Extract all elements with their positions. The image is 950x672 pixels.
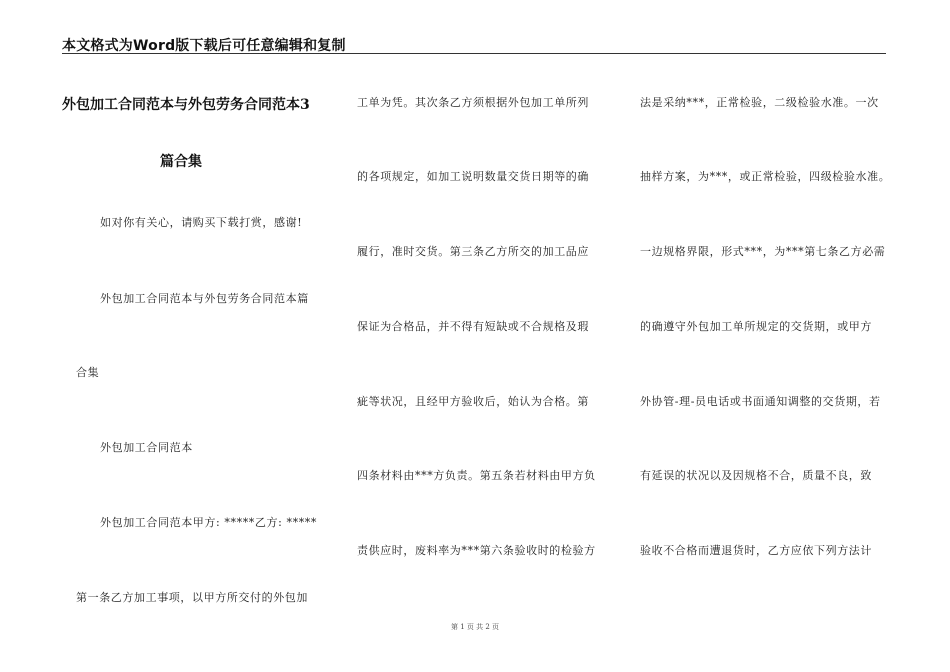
text-line: 法是采纳***，正常检验，二级检验水准。一次 <box>640 96 879 109</box>
text-line: 责供应时，废料率为***第六条验收时的检验方 <box>357 544 596 557</box>
text-line: 一边规格界限，形式***，为***第七条乙方必需 <box>640 245 886 258</box>
text-line: 保证为合格品，并不得有短缺或不合规格及瑕 <box>357 320 589 333</box>
text-line: 验收不合格而遭退货时，乙方应依下列方法计 <box>640 544 872 557</box>
text-line: 外包加工合同范本与外包劳务合同范本篇 <box>100 292 309 305</box>
text-line: 抽样方案，为***，或正常检验，四级检验水准。 <box>640 170 891 183</box>
text-line: 工单为凭。其次条乙方须根据外包加工单所列 <box>357 96 589 109</box>
text-line: 第一条乙方加工事项，以甲方所交付的外包加 <box>76 591 308 604</box>
document-header: 本文格式为Word版下载后可任意编辑和复制 <box>62 38 346 54</box>
text-line: 疵等状况，且经甲方验收后，始认为合格。第 <box>357 395 589 408</box>
text-line: 的确遵守外包加工单所规定的交货期，或甲方 <box>640 320 872 333</box>
text-line: 的各项规定，如加工说明数量交货日期等的确 <box>357 170 589 183</box>
text-line: 合集 <box>76 366 100 379</box>
text-line: 履行，准时交货。第三条乙方所交的加工品应 <box>357 245 589 258</box>
text-line: 外包加工合同范本甲方: *****乙方: ***** <box>100 516 318 529</box>
document-title-line-1: 外包加工合同范本与外包劳务合同范本3 <box>62 97 310 113</box>
text-line: 四条材料由***方负责。第五条若材料由甲方负 <box>357 469 596 482</box>
page-number: 第 1 页 共 2 页 <box>450 623 500 631</box>
header-divider <box>62 53 886 54</box>
text-line: 有延误的状况以及因规格不合，质量不良，致 <box>640 469 872 482</box>
text-line: 如对你有关心，请购买下载打赏，感谢! <box>100 216 303 229</box>
document-title-line-2: 篇合集 <box>160 154 202 170</box>
text-line: 外包加工合同范本 <box>100 441 193 454</box>
text-line: 外协管-理-员电话或书面通知调整的交货期，若 <box>640 395 881 408</box>
